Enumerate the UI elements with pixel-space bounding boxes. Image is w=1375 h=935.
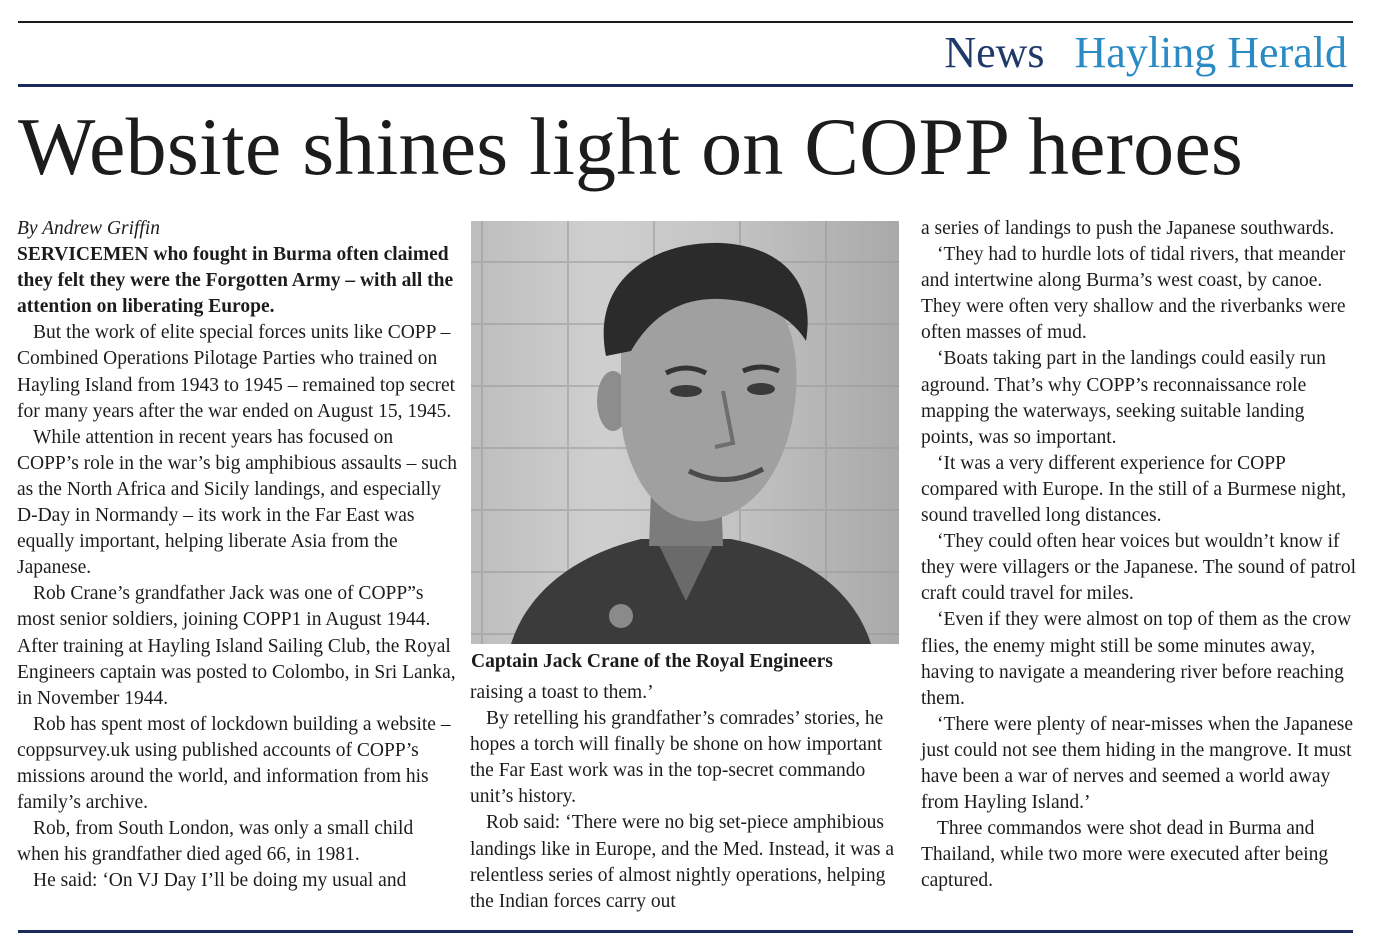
- paragraph: While attention in recent years has focused on COPP’s role in the war’s big amphibious assaults – such as the North Africa and Sicily landings, and especially D-Day in Normandy – its work in the Far East was equally important, helping liberate Asia from the Japanese.: [17, 426, 457, 579]
- paragraph: But the work of elite special forces units like COPP – Combined Operations Pilotage Parties who trained on Hayling Island from 1943 to 1945 – remained top secret for many years after the war ended on August 15, 1945.: [17, 322, 456, 422]
- paragraph: Rob, from South London, was only a small child when his grandfather died aged 66, in 1981.: [17, 818, 414, 866]
- paragraph: ‘There were plenty of near-misses when the Japanese just could not see them hiding in the mangrove. It must have been a war of nerves and seemed a world away from Hayling Island.’: [921, 713, 1353, 814]
- paragraph: Three commandos were shot dead in Burma and Thailand, while two more were executed after being captured.: [921, 818, 1329, 892]
- article-column-3: [921, 216, 1361, 894]
- article-column-1: [17, 216, 457, 894]
- paragraph: Rob has spent most of lockdown building a website – coppsurvey.uk using published accounts of COPP’s missions around the world, and information from his family’s archive.: [17, 713, 451, 814]
- portrait-photo: [471, 221, 899, 644]
- portrait-figure: [471, 221, 899, 644]
- paragraph: ‘It was a very different experience for COPP compared with Europe. In the still of a Burmese night, sound travelled long distances.: [921, 452, 1347, 527]
- masthead-rule: [18, 84, 1353, 87]
- lead-paragraph: SERVICEMEN who fought in Burma often claimed they felt they were the Forgotten Army – with all the attention on liberating Europe.: [17, 244, 454, 318]
- byline: By Andrew Griffin: [17, 218, 160, 239]
- section-label: News: [944, 28, 1045, 77]
- paragraph: raising a toast to them.’: [470, 682, 654, 703]
- paragraph: By retelling his grandfather’s comrades’ stories, he hopes a torch will finally be shone on how important the Far East work was in the top-secret commando unit’s history.: [470, 708, 884, 808]
- masthead: [944, 25, 1347, 81]
- paragraph: ‘Even if they were almost on top of them as the crow flies, the enemy might still be some minutes away, having to navigate a meandering river before reaching them.: [921, 609, 1352, 709]
- paragraph: Rob said: ‘There were no big set-piece amphibious landings like in Europe, and the Med. Instead, it was a relentless series of almost nightly operations, helping the Indian forces carry out: [470, 812, 895, 912]
- paragraph: He said: ‘On VJ Day I’ll be doing my usual and: [33, 870, 407, 892]
- bottom-rule: [18, 930, 1353, 933]
- photo-caption: Captain Jack Crane of the Royal Engineers: [471, 651, 833, 672]
- paragraph: ‘They had to hurdle lots of tidal rivers, that meander and intertwine along Burma’s west coast, by canoe. They were often very shallow and the riverbanks were often masses of mud.: [921, 244, 1346, 344]
- article-column-2: [470, 680, 910, 915]
- paragraph: Rob Crane’s grandfather Jack was one of COPP”s most senior soldiers, joining COPP1 in August 1944. After training at Hayling Island Sailing Club, the Royal Engineers captain was posted to Colombo, in Sri Lanka, in November 1944.: [17, 583, 456, 709]
- headline: Website shines light on COPP heroes: [18, 101, 1244, 192]
- top-rule: [18, 21, 1353, 23]
- paragraph: ‘Boats taking part in the landings could easily run aground. That’s why COPP’s reconnaissance role mapping the waterways, seeking suitable landing points, was so important.: [921, 348, 1326, 448]
- paper-name: Hayling Herald: [1074, 28, 1347, 77]
- paragraph: ‘They could often hear voices but wouldn’t know if they were villagers or the Japanese. The sound of patrol craft could travel for miles.: [921, 531, 1356, 605]
- paragraph: a series of landings to push the Japanese southwards.: [921, 218, 1335, 239]
